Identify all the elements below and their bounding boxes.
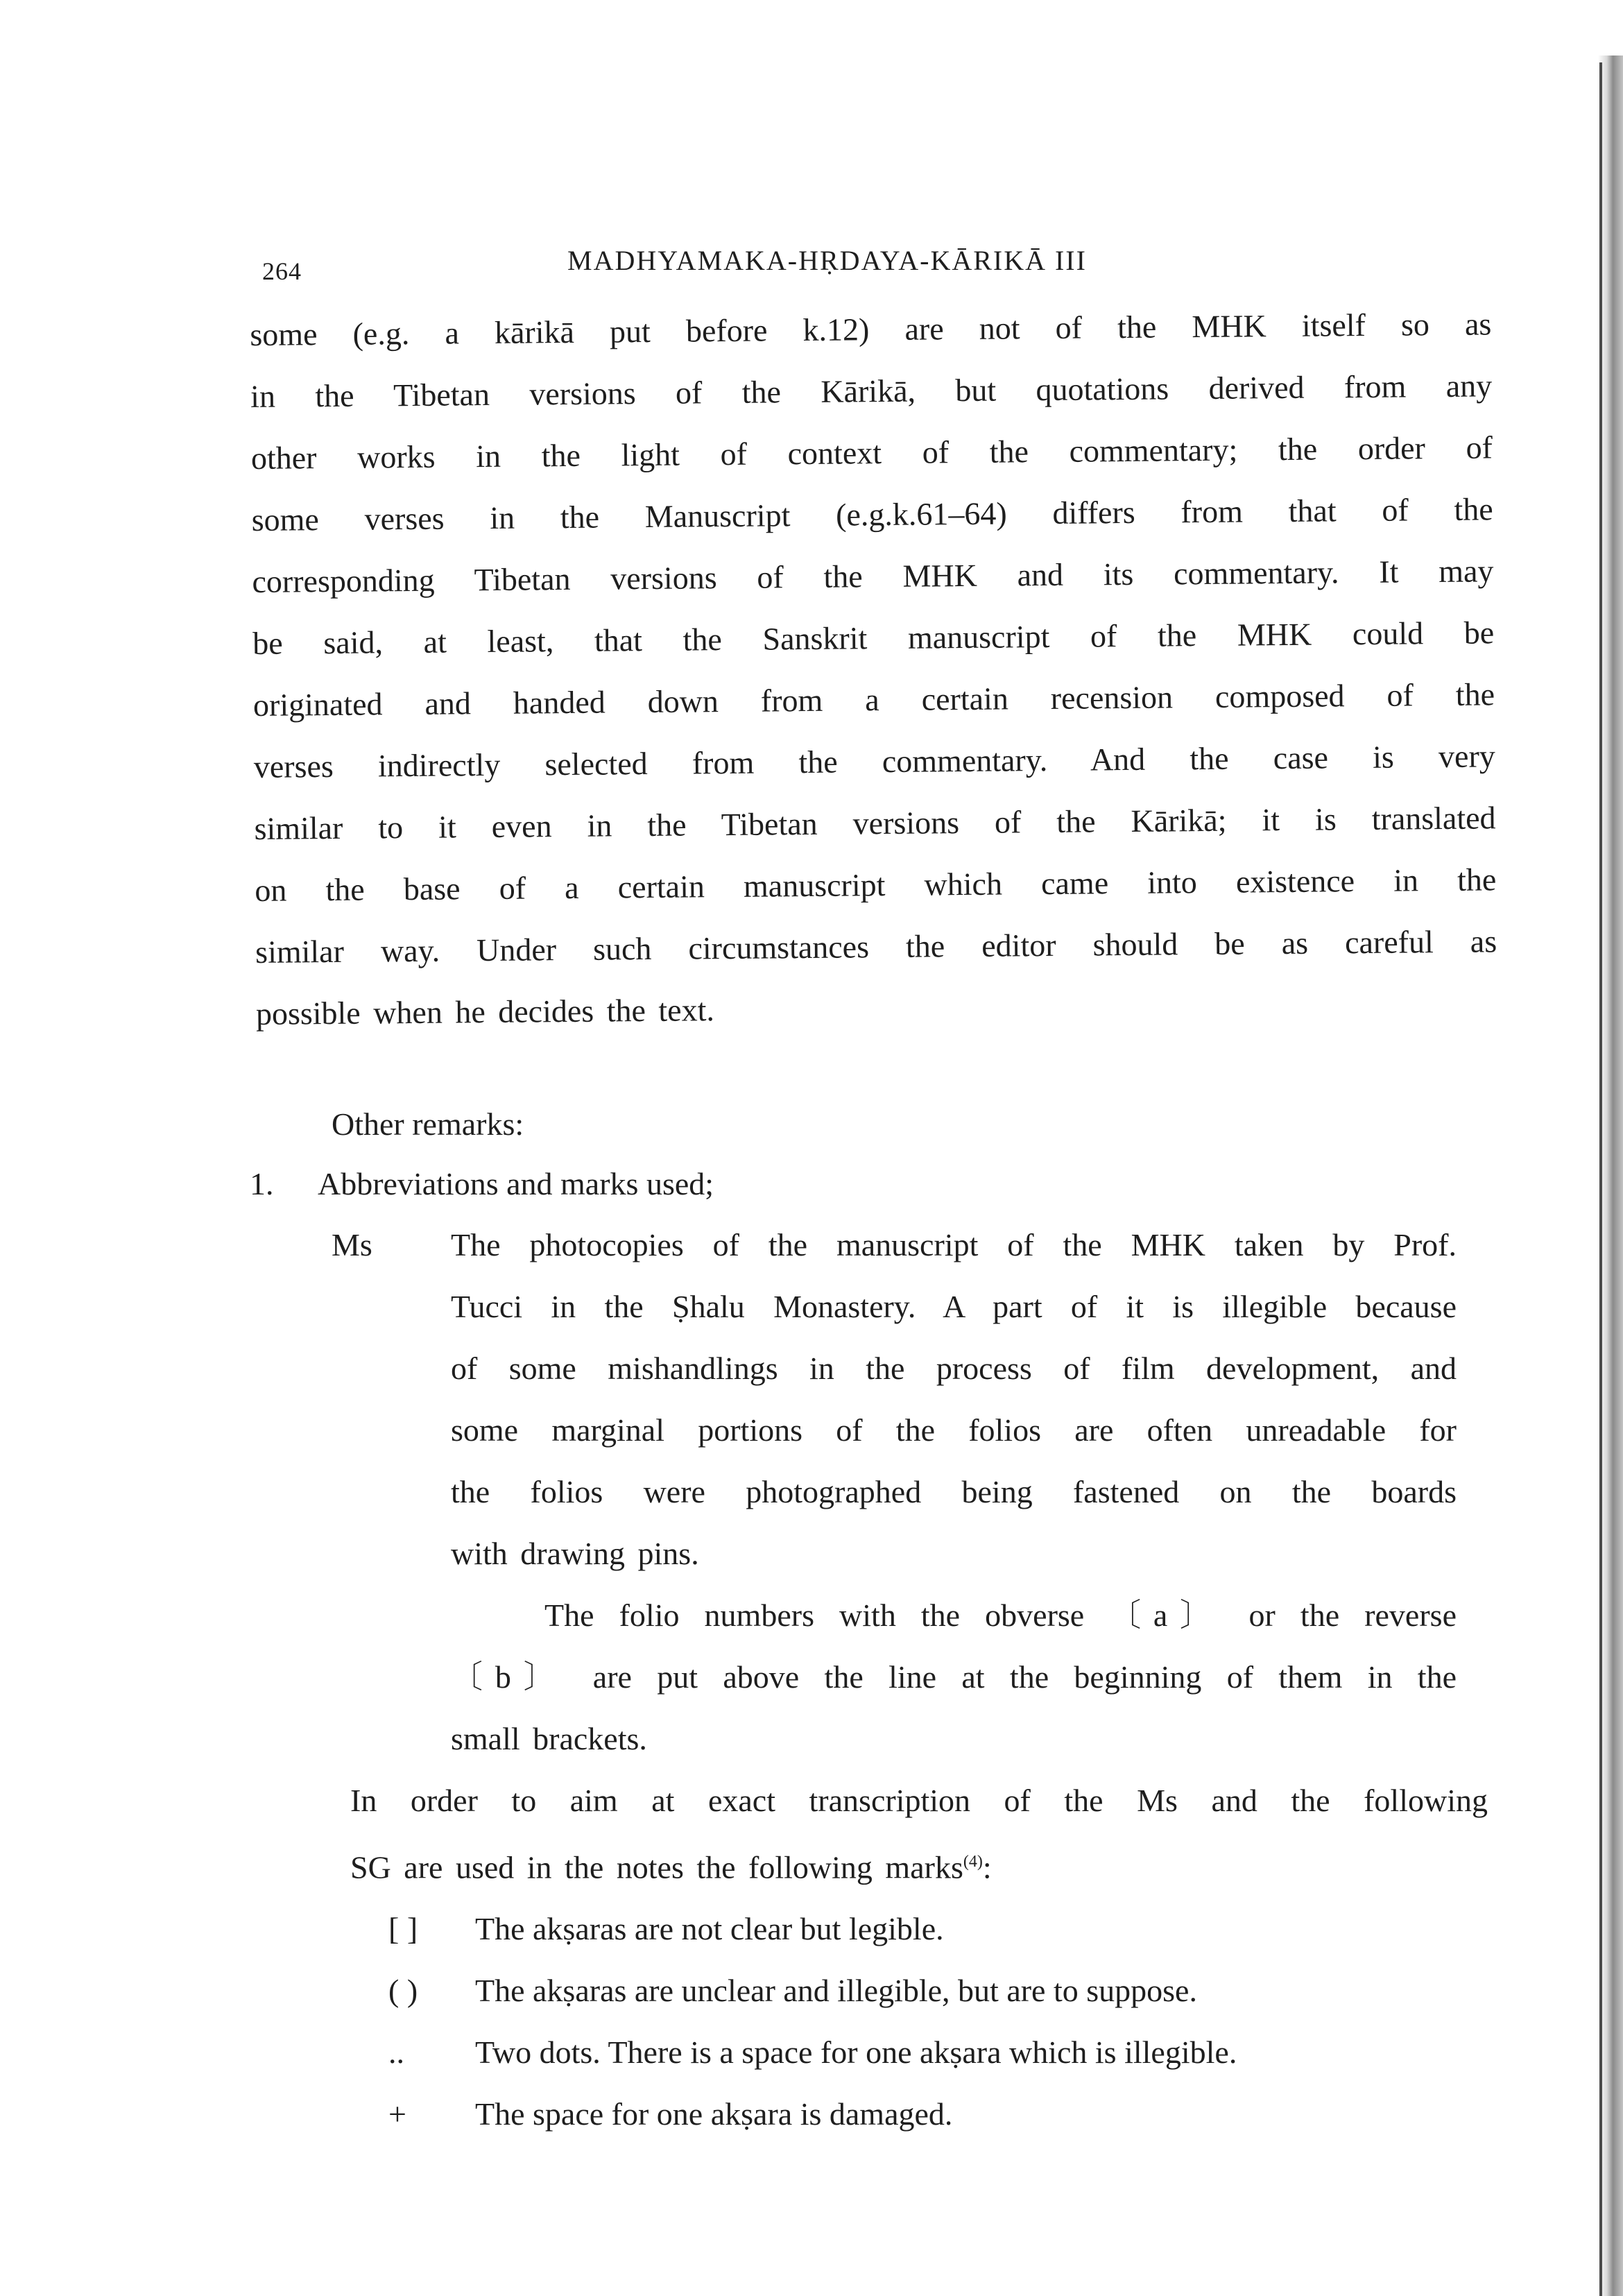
mark-description: The akṣaras are unclear and illegible, but are to suppose. [475,1973,1197,2009]
paragraph-line: possible when he decides the text. [255,992,715,1031]
mark-description: The space for one akṣara is damaged. [475,2096,953,2132]
paragraph-line: verses indirectly selected from the commentary. And the case is very [253,738,1495,785]
paragraph-line: other works in the light of context of the commentary; the order of [250,429,1493,476]
folio-line: The folio numbers with the obverse 〔a〕 or the reverse [544,1597,1457,1633]
mark-description: Two dots. There is a space for one akṣara which is illegible. [475,2034,1237,2071]
page-body [250,304,1497,2145]
paragraph-line: similar to it even in the Tibetan versions of the Kārikā; it is translated [254,800,1496,846]
paragraph-line: in the Tibetan versions of the Kārikā, but quotations derived from any [250,368,1493,414]
folio-line: 〔b〕 are put above the line at the beginning of them in the [451,1659,1457,1695]
ms-line: with drawing pins. [451,1536,699,1571]
main-paragraph [250,293,1497,1045]
mark-description: The akṣaras are not clear but legible. [475,1911,944,1947]
marks-list [388,1898,1443,2145]
mark-row [388,2021,1443,2083]
parentheses-symbol: ( ) [388,1973,418,2009]
plus-symbol: + [388,2096,406,2132]
abbreviations-heading [250,1154,1491,1214]
list-item-title: Abbreviations and marks used; [318,1166,714,1201]
two-dots-symbol: .. [388,2034,404,2071]
paragraph-line: on the base of a certain manuscript which came into existence in the [255,862,1497,908]
mark-row [388,1960,1443,2021]
page-edge-line [1599,62,1602,2296]
ms-entry [332,1214,1491,1770]
ms-line: The photocopies of the manuscript of the MHK taken by Prof. [451,1227,1457,1262]
marks-intro [350,1770,1488,1898]
footnote-marker: (4) [963,1853,983,1871]
paragraph-line: some (e.g. a kārikā put before k.12) are not of the MHK itself so as [250,306,1492,352]
running-title: MADHYAMAKA-HṚDAYA-KĀRIKĀ III [567,245,1087,276]
ms-description [451,1214,1457,1770]
paragraph-line: similar way. Under such circumstances the editor should be as careful as [255,923,1497,970]
marks-intro-line: In order to aim at exact transcription of the Ms and the following [350,1783,1488,1818]
page-number: 264 [262,257,302,285]
mark-row [388,2083,1443,2145]
paragraph-line: originated and handed down from a certain recension composed of the [252,676,1495,723]
ms-line: some marginal portions of the folios are often unreadable for [451,1412,1457,1448]
square-brackets-symbol: [ ] [388,1911,418,1947]
page-header [0,244,1623,286]
remarks-title: Other remarks: [332,1106,524,1142]
ms-term: Ms [332,1227,372,1262]
ms-line: Tucci in the Ṣhalu Monastery. A part of it is illegible because [451,1289,1457,1324]
ms-line: of some mishandlings in the process of film development, and [451,1351,1457,1386]
paragraph-line: corresponding Tibetan versions of the MHK and its commentary. It may [252,553,1494,599]
mark-row [388,1898,1443,1960]
paragraph-line: be said, at least, that the Sanskrit manuscript of the MHK could be [252,615,1495,661]
marks-intro-colon: : [982,1849,992,1885]
marks-intro-line [350,1831,1488,1898]
paragraph-line: some verses in the Manuscript (e.g.k.61–64) differs from that of the [251,491,1493,538]
list-number: 1. [250,1166,274,1201]
marks-intro-text: SG are used in the notes the following marks [350,1849,963,1885]
ms-line: the folios were photographed being fastened on the boards [451,1474,1457,1509]
folio-line: small brackets. [451,1721,647,1756]
